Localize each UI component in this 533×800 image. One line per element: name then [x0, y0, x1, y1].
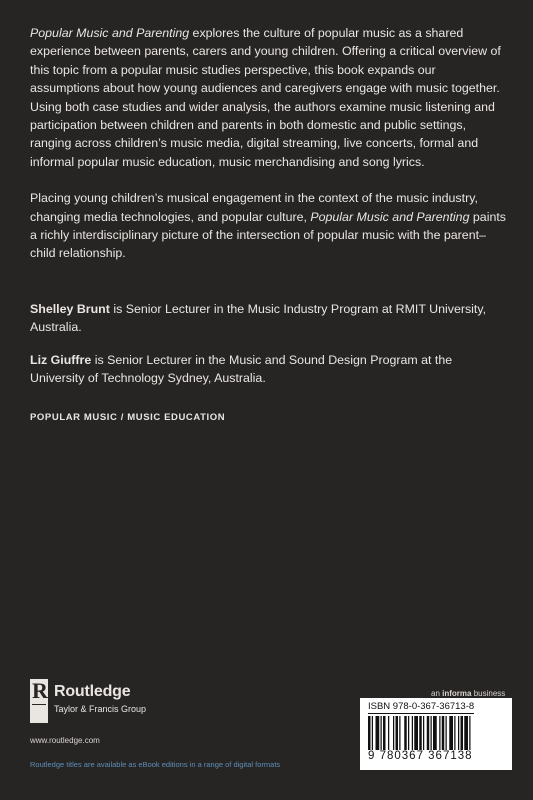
informa-tagline: an informa business [431, 689, 506, 698]
book-description [30, 24, 508, 263]
publisher-url[interactable]: www.routledge.com [30, 736, 100, 745]
author-bio-text: is Senior Lecturer in the Music Industry Program at RMIT University, Australia. [30, 302, 487, 335]
barcode-digits: 9 780367 367138 [368, 750, 473, 762]
description-text: explores the culture of popular music as a shared experience between parents, carers and young children. Offering a critical overview of this topic from a popular music studies perspective, this book expands our assumptions about how young audiences and caregivers engage with music together. Using both case studies and wider analysis, the authors examine music listening and participation between children and parents in both domestic and public settings, ranging across children’s music media, digital streaming, live concerts, formal and informal popular music education, music merchandising and song lyrics. [30, 26, 501, 169]
author-name: Shelley Brunt [30, 302, 110, 316]
author-name: Liz Giuffre [30, 353, 92, 367]
publisher-logo [30, 679, 230, 739]
description-text: Placing young children’s musical engagement in the context of the music industry, changing media technologies, and popular culture, [30, 191, 478, 224]
subject-category: POPULAR MUSIC / MUSIC EDUCATION [30, 412, 226, 423]
ebook-note: Routledge titles are available as eBook editions in a range of digital formats [30, 760, 281, 769]
description-paragraph-1 [30, 24, 508, 171]
barcode-icon [368, 716, 504, 754]
publisher-group: Taylor & Francis Group [54, 704, 147, 714]
routledge-logo-icon: R [30, 679, 48, 723]
barcode-panel [360, 698, 512, 770]
book-title-italic: Popular Music and Parenting [30, 26, 190, 40]
author-bio-text: is Senior Lecturer in the Music and Sound Design Program at the University of Technology Sydney, Australia. [30, 353, 453, 386]
author-bio-1 [30, 300, 508, 337]
publisher-name: Routledge [54, 683, 131, 700]
description-text: paints a richly interdisciplinary picture of the intersection of popular music with the parent–child relationship. [30, 209, 506, 261]
book-title-italic: Popular Music and Parenting [310, 209, 470, 224]
isbn-label: ISBN 978-0-367-36713-8 [368, 701, 475, 712]
informa-brand: informa [442, 689, 472, 698]
author-bio-2 [30, 351, 508, 388]
description-paragraph-2 [30, 189, 508, 263]
